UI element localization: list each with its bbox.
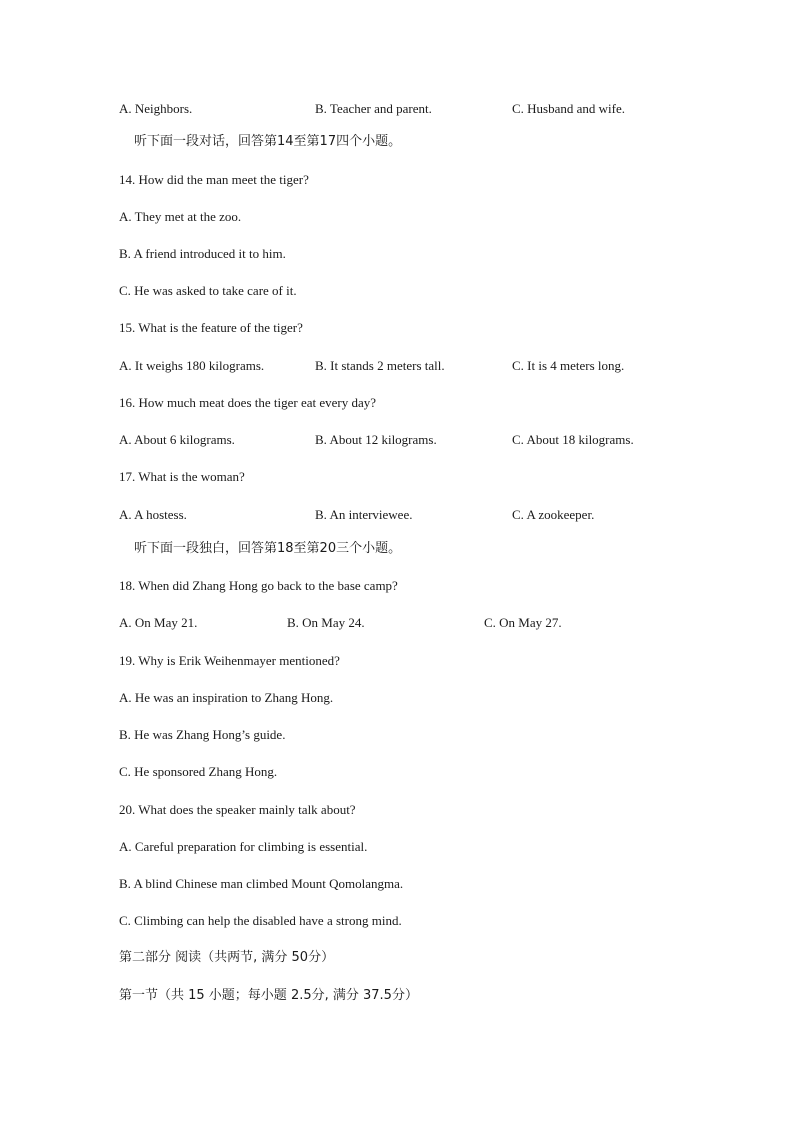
q19-option-b: B. He was Zhang Hong’s guide. <box>119 727 286 742</box>
q13-option-c: C. Husband and wife. <box>512 101 626 116</box>
q18-option-a: A. On May 21. <box>119 615 198 630</box>
q17-option-b: B. An interviewee. <box>315 507 413 522</box>
q20-option-b: B. A blind Chinese man climbed Mount Qomolangma. <box>119 876 404 891</box>
q20-option-a: A. Careful preparation for climbing is essential. <box>119 839 368 854</box>
q14-question: 14. How did the man meet the tiger? <box>119 172 309 187</box>
instruction-14-17: 听下面一段对话，回答第14至第17四个小题。 <box>134 134 402 149</box>
q14-option-b: B. A friend introduced it to him. <box>119 246 286 261</box>
q20-option-c: C. Climbing can help the disabled have a strong mind. <box>119 913 402 928</box>
instruction-18-20: 听下面一段独白，回答第18至第20三个小题。 <box>134 541 402 556</box>
q16-option-b: B. About 12 kilograms. <box>315 432 437 447</box>
q14-option-a: A. They met at the zoo. <box>119 209 242 224</box>
section1-heading: 第一节（共 15 小题；每小题 2.5分, 满分 37.5分） <box>119 988 418 1003</box>
q13-option-a: A. Neighbors. <box>119 101 193 116</box>
q18-question: 18. When did Zhang Hong go back to the base camp? <box>119 578 398 593</box>
q17-question: 17. What is the woman? <box>119 469 245 484</box>
q19-question: 19. Why is Erik Weihenmayer mentioned? <box>119 653 340 668</box>
part2-heading: 第二部分 阅读（共两节, 满分 50分） <box>119 950 335 965</box>
q14-option-c: C. He was asked to take care of it. <box>119 283 297 298</box>
q15-option-b: B. It stands 2 meters tall. <box>315 358 445 373</box>
q13-option-b: B. Teacher and parent. <box>315 101 432 116</box>
q16-question: 16. How much meat does the tiger eat every day? <box>119 395 377 410</box>
q18-option-c: C. On May 27. <box>484 615 562 630</box>
q15-option-a: A. It weighs 180 kilograms. <box>119 358 265 373</box>
q19-option-a: A. He was an inspiration to Zhang Hong. <box>119 690 334 705</box>
q15-question: 15. What is the feature of the tiger? <box>119 320 303 335</box>
q16-option-a: A. About 6 kilograms. <box>119 432 235 447</box>
q16-option-c: C. About 18 kilograms. <box>512 432 634 447</box>
q15-option-c: C. It is 4 meters long. <box>512 358 625 373</box>
q17-option-c: C. A zookeeper. <box>512 507 595 522</box>
q18-option-b: B. On May 24. <box>287 615 365 630</box>
q17-option-a: A. A hostess. <box>119 507 187 522</box>
q20-question: 20. What does the speaker mainly talk about? <box>119 802 356 817</box>
q19-option-c: C. He sponsored Zhang Hong. <box>119 764 278 779</box>
